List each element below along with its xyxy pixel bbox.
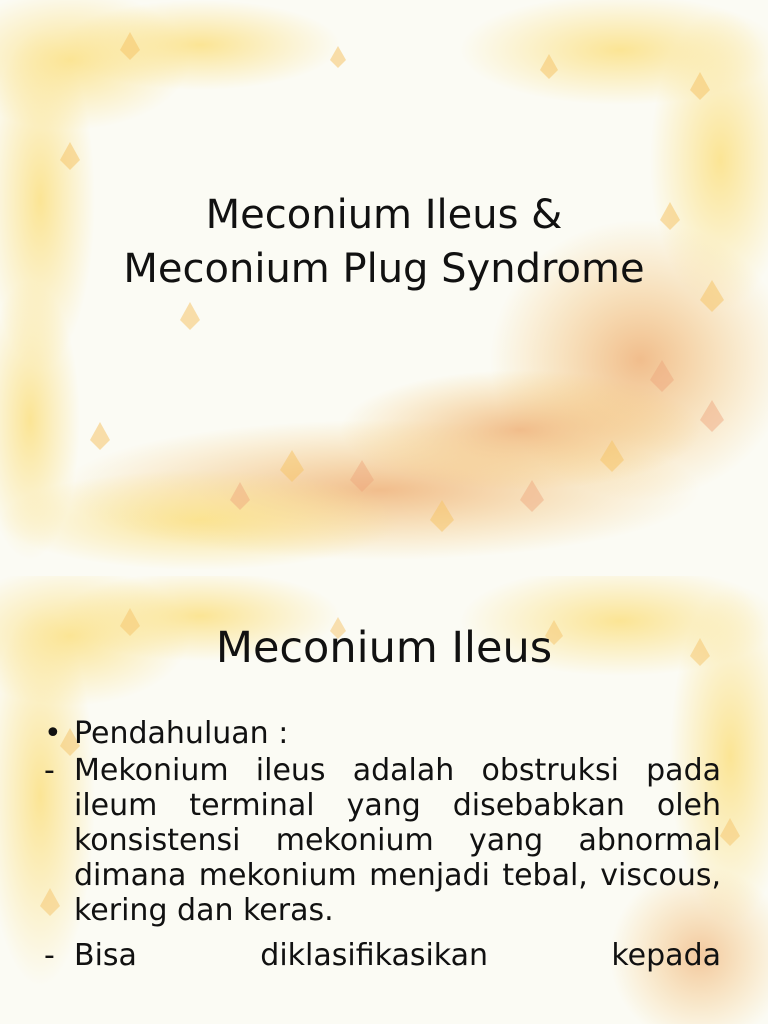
title-line-2: Meconium Plug Syndrome	[123, 246, 645, 292]
dash-marker: -	[44, 938, 55, 973]
list-item-text: Mekonium ileus adalah obstruksi pada ileum terminal yang disebabkan oleh konsistensi mekonium yang abnormal dimana mekonium menjadi tebal, viscous, kering dan keras.	[74, 753, 721, 928]
list-item-text: Pendahuluan :	[74, 716, 289, 751]
slide-content	[44, 716, 721, 983]
content-slide	[0, 576, 768, 1024]
slide-title	[0, 188, 768, 296]
list-item	[44, 753, 721, 928]
bullet-marker: •	[44, 716, 62, 751]
list-item	[44, 716, 721, 751]
slide-title: Meconium Ileus	[215, 623, 553, 673]
list-item	[44, 938, 721, 973]
dash-marker: -	[44, 753, 55, 788]
title-line-1: Meconium Ileus &	[205, 192, 563, 238]
list-item-text: Bisa diklasifikasikan kepada	[74, 938, 721, 973]
